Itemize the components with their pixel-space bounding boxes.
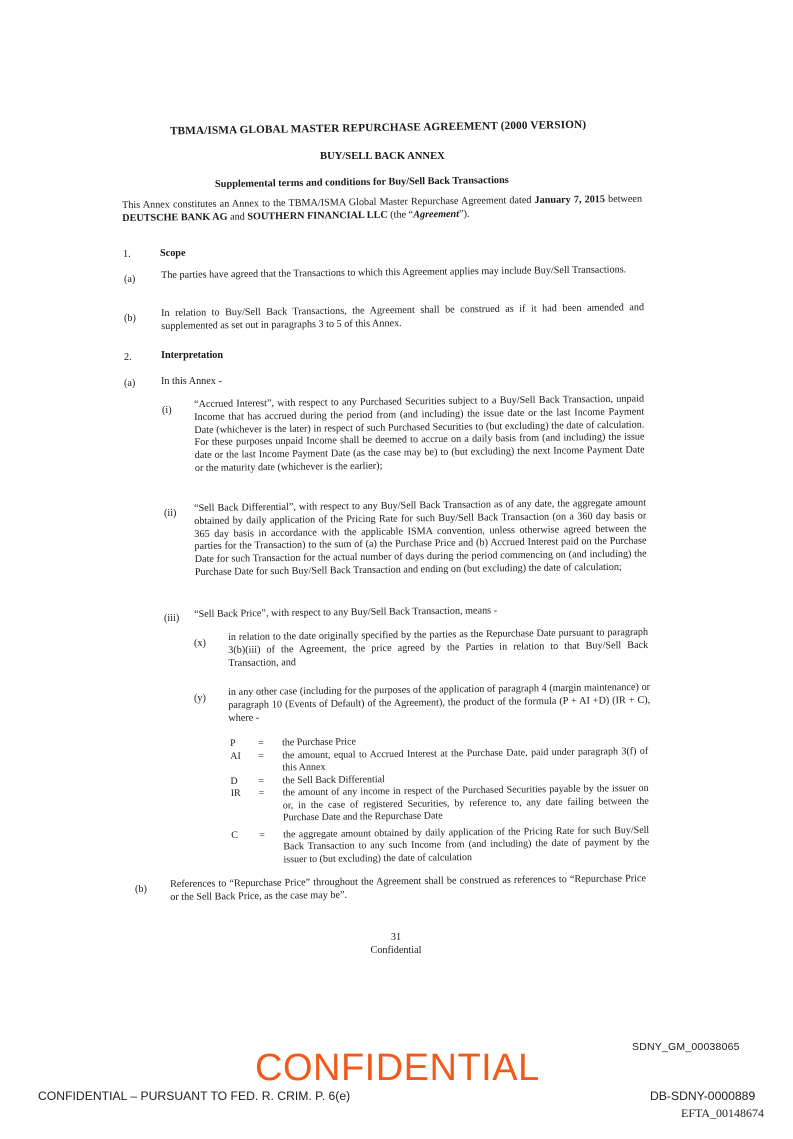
section-1a-text: The parties have agreed that the Transactions to which this Agreement applies may include Buy/Sell Transactions. <box>161 264 627 281</box>
formula-row-d: D = the Sell Back Differential <box>230 773 385 787</box>
confidential-stamp: CONFIDENTIAL <box>255 1047 540 1089</box>
annex-title: BUY/SELL BACK ANNEX <box>320 151 445 162</box>
section-2-number: 2. <box>124 352 132 363</box>
party-one: DEUTSCHE BANK AG <box>122 211 228 224</box>
section-2-heading: Interpretation <box>161 350 224 361</box>
definition-i-label: (i) <box>162 405 172 416</box>
definition-sell-back-differential: “Sell Back Differential”, with respect to any Buy/Sell Back Transaction as of any date, the aggregate amount obtained by daily application of the Pricing Rate for such Buy/Sell Back Transaction (on a 360 day basis or 365 day basis in accordance with the applicable ISMA convention, unless otherwise agreed between the parties for the Transaction) to the sum of (a) the Purchase Price and (b) Accrued Interest paid on the Purchase Date for such Transaction for the actual number of days during the period commencing on (and including) the Purchase Date for such Buy/Sell Back Transaction and ending on (but excluding) the date of calculation; <box>194 497 647 578</box>
formula-definitions <box>230 733 650 867</box>
formula-row-ir: IR = the amount of any income in respect of the Purchased Securities payable by the issuer on or, in the case of registered Securities, by reference to, any date failing between the Purchase Date and the Repurchase Date <box>230 782 649 824</box>
clause-y-label: (y) <box>194 693 206 704</box>
section-2a-text: In this Annex - <box>161 376 222 387</box>
definition-accrued-interest: “Accrued Interest”, with respect to any Purchased Securities subject to a Buy/Sell Back Transaction, unpaid Income that has accrued during the period from (and including) the issue date or the last Income Payment Date (whichever is the later) in respect of such Purchased Securities to (but excluding) the date of calculation. For these purposes unpaid Income shall be deemed to accrue on a daily basis from (and including) the issue date or the last Income Payment Date (as the case may be) to (but excluding) the next Income Payment Date or the maturity date (whichever is the earlier); <box>194 393 645 474</box>
formula-row-ai: AI = the amount, equal to Accrued Interest at the Purchase Date, paid under paragraph 3(f) of this Annex <box>230 745 649 774</box>
section-2a-label: (a) <box>124 378 136 389</box>
confidentiality-notice: CONFIDENTIAL – PURSUANT TO FED. R. CRIM. P. 6(e) <box>38 1089 351 1103</box>
section-2b-label: (b) <box>135 884 147 895</box>
section-1-number: 1. <box>123 249 131 260</box>
formula-row-p: P = the Purchase Price <box>230 736 356 749</box>
page-number: 31 <box>390 932 402 943</box>
definition-sell-back-price: “Sell Back Price”, with respect to any Buy/Sell Back Transaction, means - <box>194 605 498 620</box>
clause-x-text: in relation to the date originally specified by the parties as the Repurchase Date pursuant to paragraph 3(b)(iii) of the Agreement, the price agreed by the Parties in relation to that Buy/Sell Back Transaction, and <box>228 626 649 669</box>
bates-number-top: SDNY_GM_00038065 <box>632 1041 740 1053</box>
section-1-heading: Scope <box>160 248 186 259</box>
definition-iii-label: (iii) <box>164 613 180 624</box>
agreement-date: January 7, 2015 <box>534 194 606 206</box>
formula-row-c: C = the aggregate amount obtained by daily application of the Pricing Rate for such Buy/Sell Back Transaction to any such Income from (and including) the date of payment by the issuer to (but excluding) the date of calculation <box>231 824 650 865</box>
defined-term: Agreement <box>413 208 460 221</box>
clause-x-label: (x) <box>194 638 206 649</box>
efta-number: EFTA_00148674 <box>681 1106 765 1120</box>
section-2b-text: References to “Repurchase Price” throughout the Agreement shall be construed as references to “Repurchase Price or the Sell Back Price, as the case may be”. <box>170 873 647 903</box>
agreement-title: TBMA/ISMA GLOBAL MASTER REPURCHASE AGREEMENT (2000 VERSION) <box>169 118 587 138</box>
bates-number-bottom: DB-SDNY-0000889 <box>650 1089 756 1103</box>
definition-ii-label: (ii) <box>164 508 177 519</box>
page-footer <box>362 931 430 957</box>
page-confidential-label: Confidential <box>370 945 422 956</box>
clause-y-text: in any other case (including for the purposes of the application of paragraph 4 (margin maintenance) or paragraph 10 (Events of Default) of the Agreement), the product of the formula (P + AI +D) (IR + C), where - <box>228 681 651 724</box>
party-two: SOUTHERN FINANCIAL LLC <box>247 209 388 223</box>
intro-paragraph: This Annex constitutes an Annex to the TBMA/ISMA Global Master Repurchase Agreement dated January 7, 2015 between DEUTSCHE BANK AG and SOUTHERN FINANCIAL LLC (the “Agreement”). <box>122 193 643 224</box>
annex-subtitle: Supplemental terms and conditions for Buy/Sell Back Transactions <box>214 174 509 191</box>
section-1a-label: (a) <box>124 274 136 285</box>
section-1b-label: (b) <box>124 313 136 324</box>
section-1b-text: In relation to Buy/Sell Back Transactions, the Agreement shall be construed as if it had been amended and supplemented as set out in paragraphs 3 to 5 of this Annex. <box>161 302 645 332</box>
